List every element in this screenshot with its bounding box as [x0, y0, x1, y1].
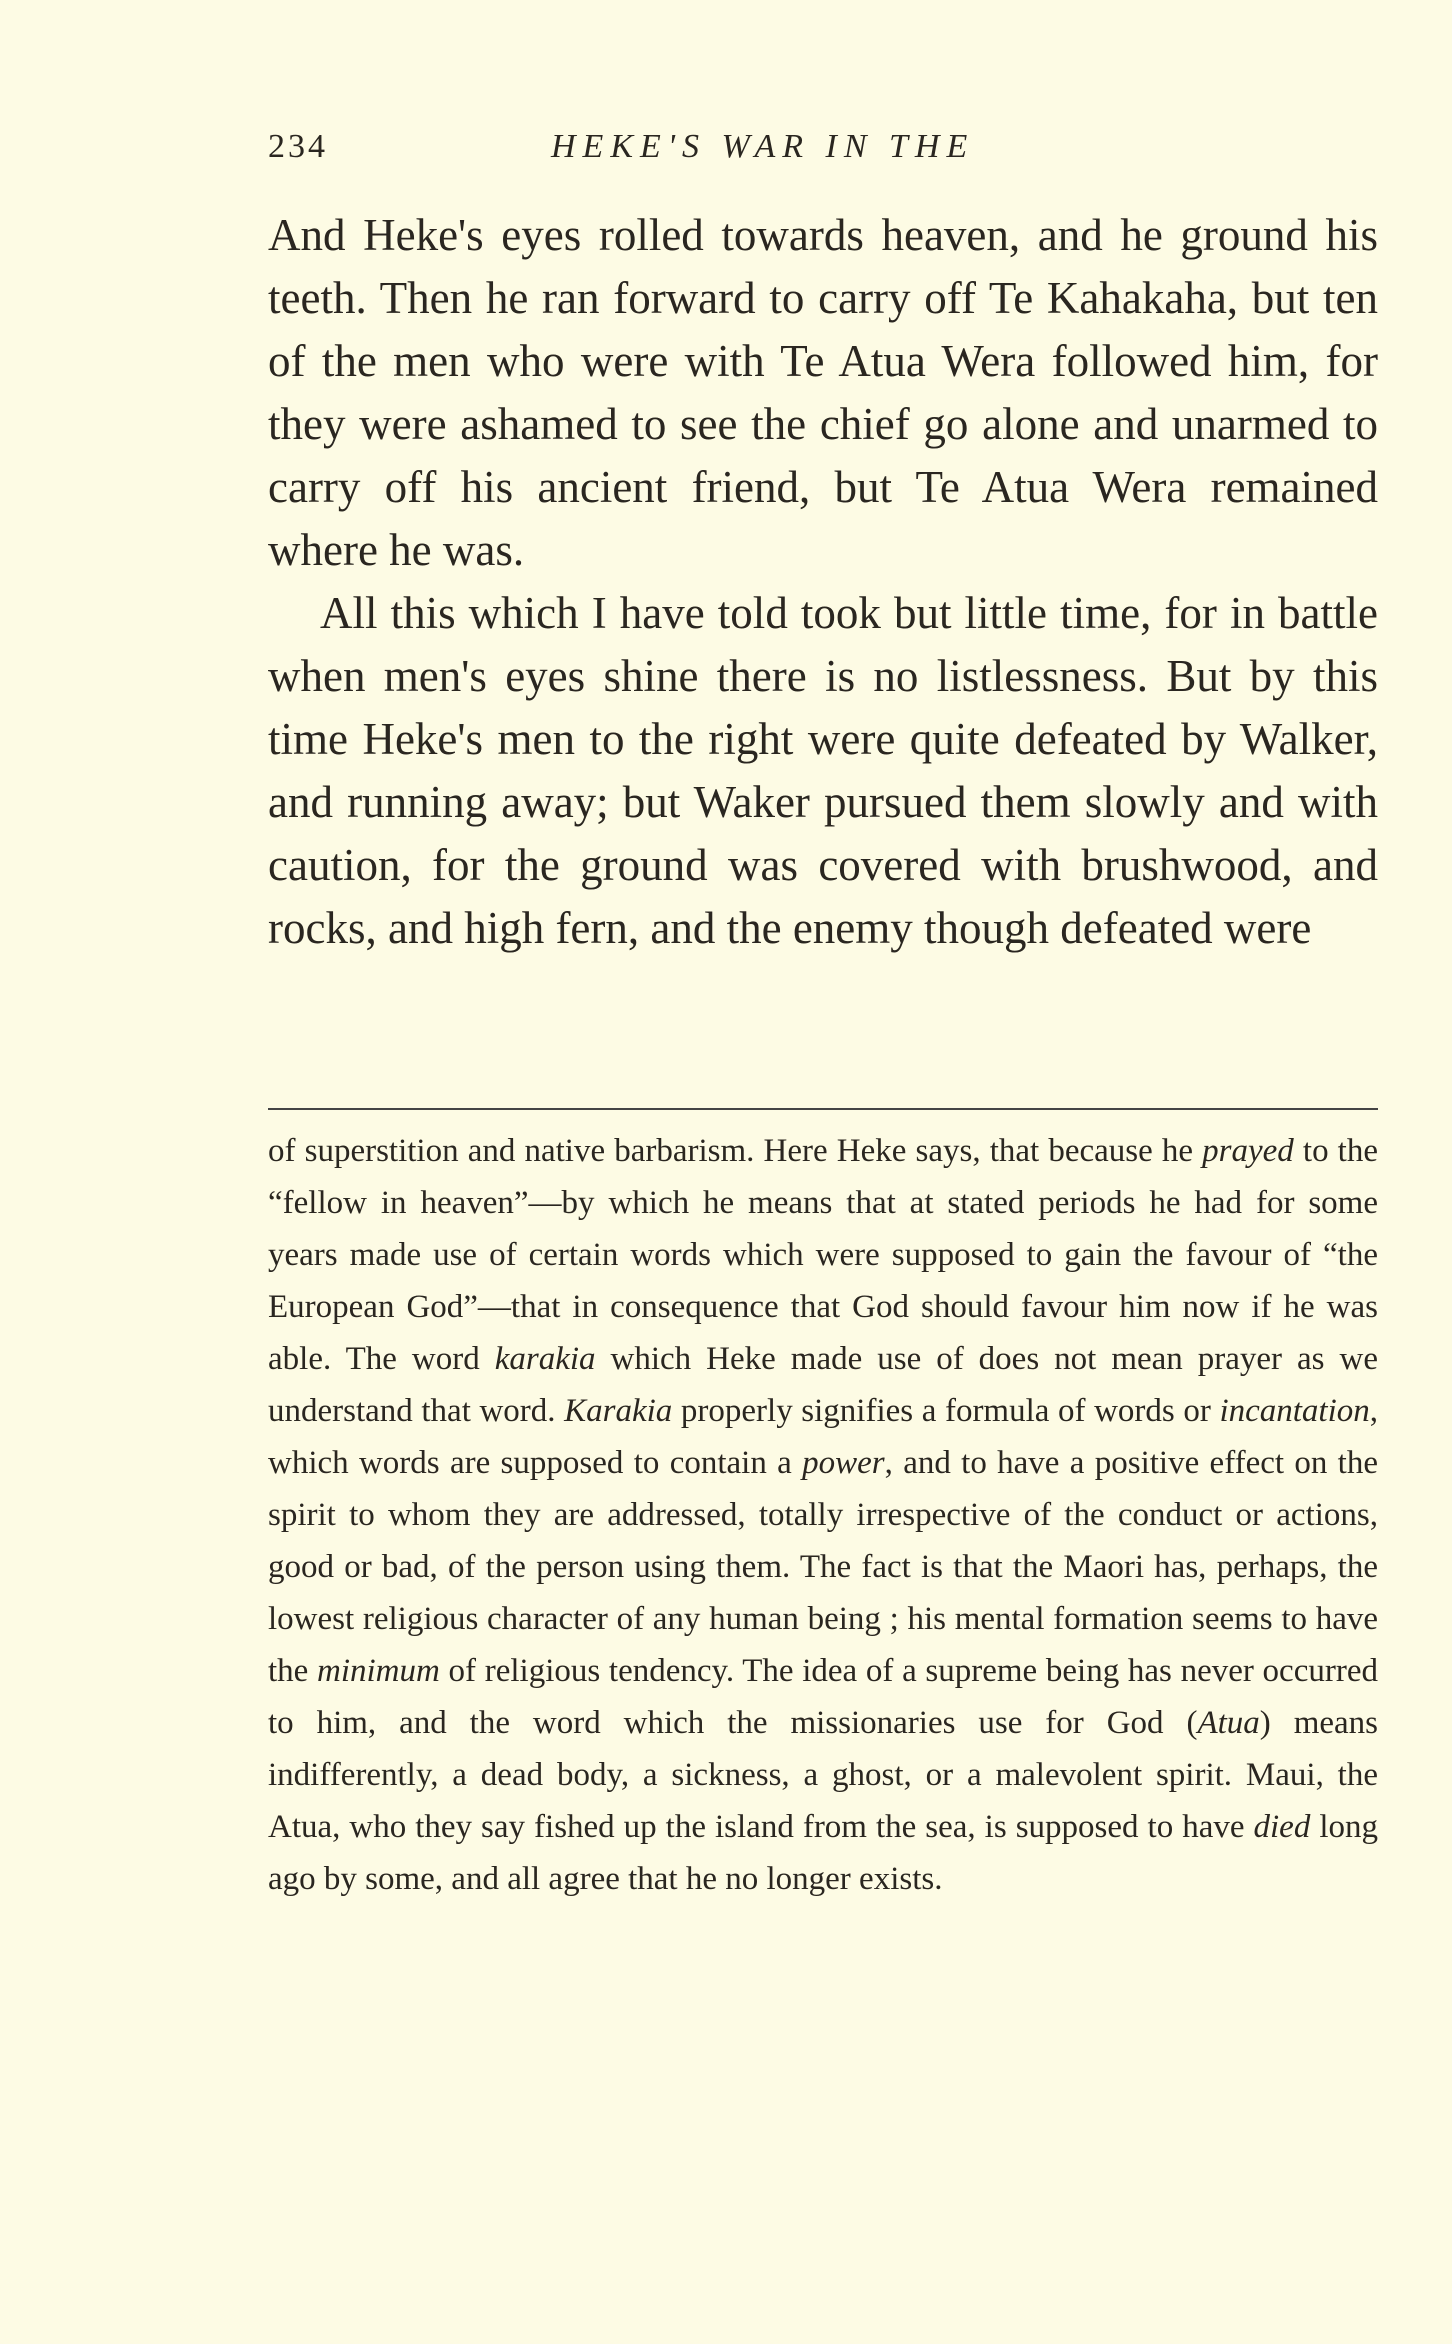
footnote-italic: Atua: [1197, 1705, 1260, 1741]
footnote-italic: incantation: [1219, 1393, 1370, 1429]
footnote-italic: minimum: [317, 1653, 440, 1689]
footnote-italic: Karakia: [564, 1393, 673, 1429]
footnote-paragraph: [268, 1125, 1378, 1905]
footnote-italic: prayed: [1202, 1133, 1294, 1169]
footnote-text: which Heke made use of does not mean prayer as we understand that word.: [268, 1341, 1378, 1429]
paragraph: And Heke's eyes rolled towards heaven, and he ground his teeth. Then he ran forward to carry off Te Kahakaha, but ten of the men who were with Te Atua Wera followed him, for they were ashamed to see the chief go alone and unarmed to carry off his ancient friend, but Te Atua Wera remained where he was.: [268, 210, 1378, 575]
footnote-text: long ago by some, and all agree that he no longer exists.: [268, 1809, 1378, 1897]
page-number: 234: [268, 128, 328, 165]
footnote-text: ) means indifferently, a dead body, a sickness, a ghost, or a malevolent spirit. Maui, the Atua, who they say fished up the island from the sea, is supposed to have: [268, 1705, 1378, 1845]
footnote: [268, 1125, 1378, 1905]
footnote-italic: died: [1253, 1809, 1311, 1845]
page-header: [268, 128, 1103, 176]
paragraph: All this which I have told took but little time, for in battle when men's eyes shine there is no listlessness. But by this time Heke's men to the right were quite defeated by Walker, and running away; but Waker pursued them slowly and with caution, for the ground was covered with brushwood, and rocks, and high fern, and the enemy though defeated were: [268, 588, 1378, 953]
footnote-text: , which words are supposed to contain a: [268, 1393, 1379, 1481]
footnote-text: , and to have a positive effect on the spirit to whom they are addressed, totally irrespective of the conduct or actions, good or bad, of the person using them. The fact is that the Maori has, perhaps, the lowest religious character of any human being ; his mental formation seems to have the: [268, 1445, 1378, 1689]
footnote-text: of superstition and native barbarism. Here Heke says, that because he: [268, 1133, 1203, 1169]
footnote-text: of religious tendency. The idea of a supreme being has never occurred to him, and the word which the missionaries use for God (: [268, 1653, 1378, 1741]
footnote-text: properly signifies a formula of words or: [672, 1393, 1220, 1429]
footnote-italic: power: [802, 1445, 885, 1481]
running-head: HEKE'S WAR IN THE: [551, 128, 975, 165]
footnote-text: to the “fellow in heaven”—by which he means that at stated periods he had for some years made use of certain words which were supposed to gain the favour of “the European God”—that in consequence that God should favour him now if he was able. The word: [268, 1133, 1378, 1377]
footnote-divider: [268, 1108, 1378, 1110]
main-text: [268, 204, 1378, 960]
footnote-italic: karakia: [494, 1341, 596, 1377]
